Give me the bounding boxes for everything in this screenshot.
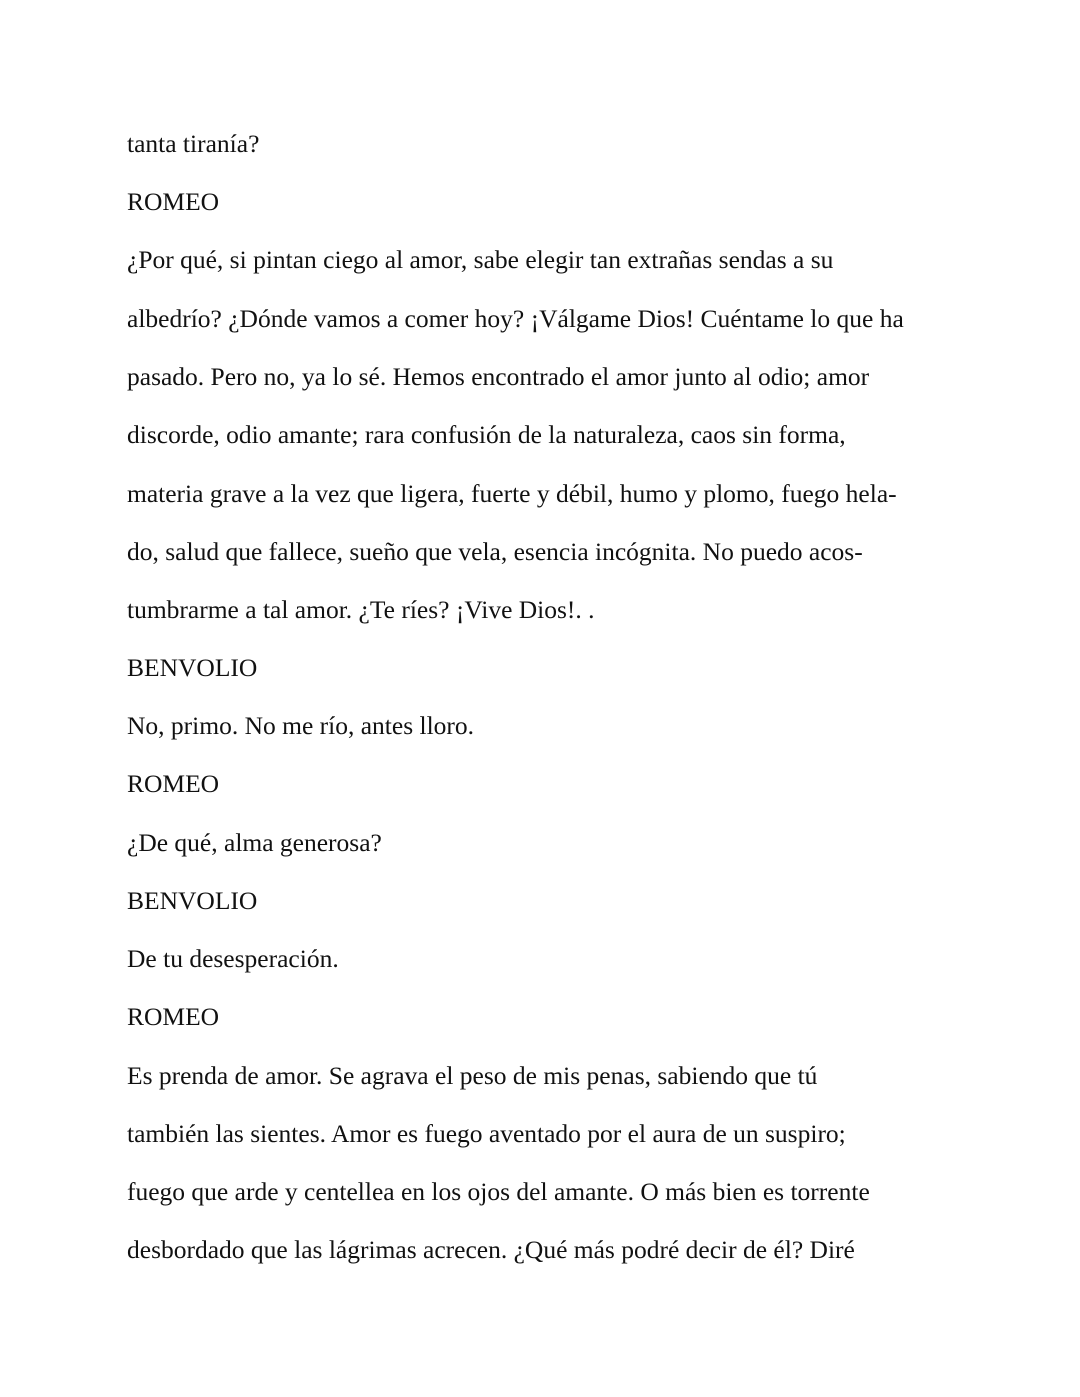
dialogue-line: tumbrarme a tal amor. ¿Te ríes? ¡Vive Dios!. .	[127, 595, 595, 624]
dialogue-line: ¿Por qué, si pintan ciego al amor, sabe elegir tan extrañas sendas a su	[127, 245, 834, 274]
dialogue-line: pasado. Pero no, ya lo sé. Hemos encontrado el amor junto al odio; amor	[127, 362, 870, 391]
speaker-name: BENVOLIO	[127, 886, 258, 915]
speaker-name: BENVOLIO	[127, 653, 258, 682]
dialogue-line: tanta tiranía?	[127, 129, 260, 158]
dialogue-line: ¿De qué, alma generosa?	[127, 828, 382, 857]
dialogue-line: fuego que arde y centellea en los ojos del amante. O más bien es torrente	[127, 1177, 870, 1206]
dialogue-line: desbordado que las lágrimas acrecen. ¿Qué más podré decir de él? Diré	[127, 1235, 855, 1264]
speaker-name: ROMEO	[127, 187, 220, 216]
speaker-name: ROMEO	[127, 1002, 220, 1031]
dialogue-line: De tu desesperación.	[127, 944, 339, 973]
dialogue-line: Es prenda de amor. Se agrava el peso de mis penas, sabiendo que tú	[127, 1061, 818, 1090]
dialogue-line: No, primo. No me río, antes lloro.	[127, 711, 475, 740]
dialogue-line: albedrío? ¿Dónde vamos a comer hoy? ¡Válgame Dios! Cuéntame lo que ha	[127, 304, 904, 333]
speaker-name: ROMEO	[127, 769, 220, 798]
dialogue-line: también las sientes. Amor es fuego aventado por el aura de un suspiro;	[127, 1119, 846, 1148]
dialogue-line: materia grave a la vez que ligera, fuerte y débil, humo y plomo, fuego hela-	[127, 479, 897, 508]
dialogue-line: do, salud que fallece, sueño que vela, esencia incógnita. No puedo acos-	[127, 537, 863, 566]
dialogue-line: discorde, odio amante; rara confusión de la naturaleza, caos sin forma,	[127, 420, 846, 449]
